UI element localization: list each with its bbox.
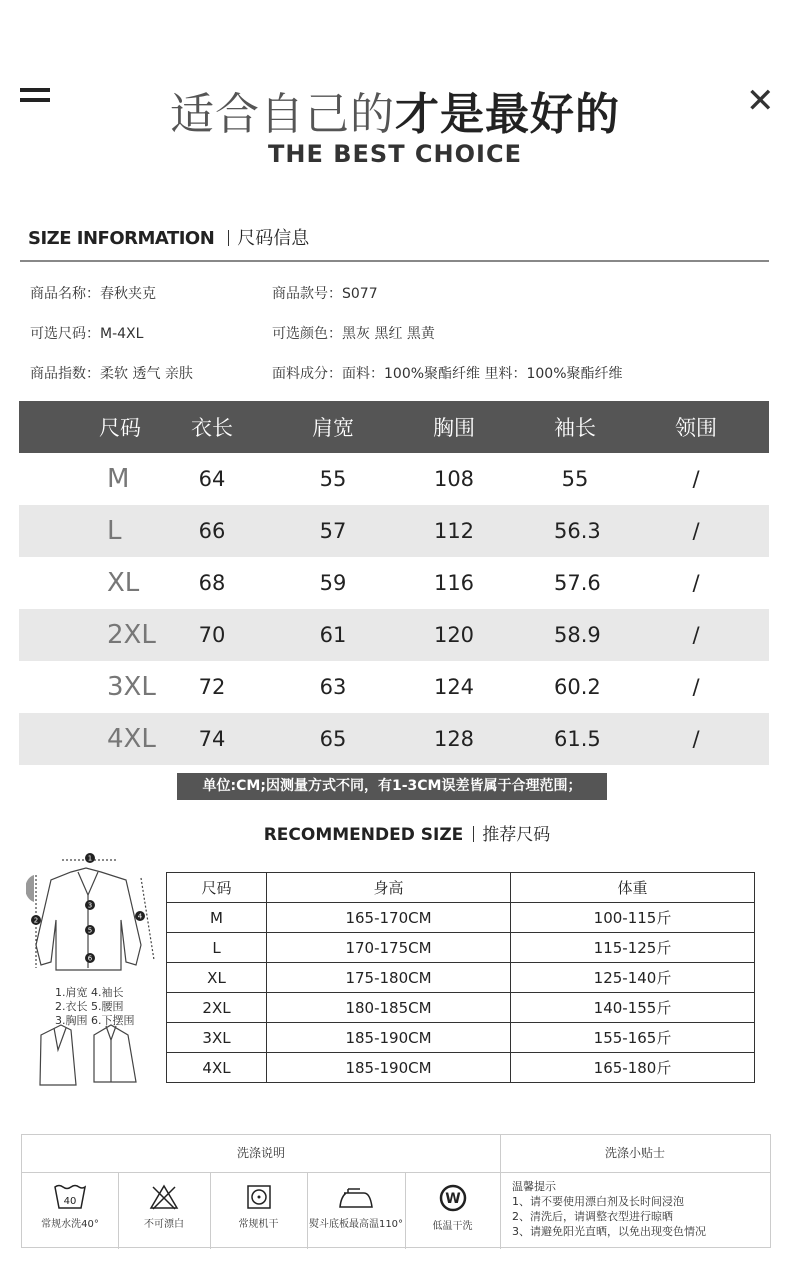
size-row <box>19 505 769 557</box>
recommended-cell: 100-115斤 <box>511 903 755 933</box>
recommended-heading: RECOMMENDED SIZE 推荐尺码 <box>263 825 551 845</box>
no-bleach-icon <box>149 1183 179 1211</box>
recommended-cell: 2XL <box>167 993 267 1023</box>
recommended-table <box>166 872 755 1083</box>
diagram-marker: 5 <box>87 926 93 935</box>
dry-clean-icon <box>438 1183 468 1213</box>
section-divider <box>20 260 769 262</box>
recommended-cell: 185-190CM <box>267 1053 511 1083</box>
recommended-cell: M <box>167 903 267 933</box>
close-icon[interactable]: ✕ <box>746 81 775 121</box>
size-value: 56.3 <box>554 519 601 543</box>
svg-text:W: W <box>444 1191 461 1207</box>
diagram-legend: 2.衣长 5.腰围 <box>55 1000 124 1013</box>
diagram-marker: 3 <box>87 901 93 910</box>
size-value: 112 <box>433 519 475 543</box>
size-value: 116 <box>433 571 475 595</box>
product-code: 商品款号：S077 <box>272 286 378 302</box>
size-value: 72 <box>198 675 226 699</box>
recommended-cell: 175-180CM <box>267 963 511 993</box>
tips-title: 洗涤小贴士 <box>604 1146 665 1160</box>
diagram-marker: 4 <box>137 912 143 921</box>
size-row <box>19 557 769 609</box>
diagram-legend: 3.胸围 6.下摆围 <box>55 1014 135 1027</box>
care-item-no-bleach: 不可漂白 <box>118 1173 210 1249</box>
care-panel <box>21 1134 771 1248</box>
recommended-header-cell: 体重 <box>511 873 755 903</box>
size-value: 61 <box>319 623 347 647</box>
page-subtitle: THE BEST CHOICE <box>268 140 522 168</box>
size-value: 70 <box>198 623 226 647</box>
header-cell: 衣长 <box>191 416 233 440</box>
recommended-cell: 165-170CM <box>267 903 511 933</box>
page-title: 适合自己的才是最好的 <box>170 89 620 140</box>
diagram-marker: 1 <box>87 854 93 863</box>
size-value: 59 <box>319 571 347 595</box>
size-label: 2XL <box>107 620 156 650</box>
size-row <box>19 713 769 765</box>
size-value: 57 <box>319 519 347 543</box>
recommended-cell: 165-180斤 <box>511 1053 755 1083</box>
care-item-tumble-dry: 常规机干 <box>210 1173 307 1249</box>
size-value: 66 <box>198 519 226 543</box>
size-row <box>19 609 769 661</box>
size-value: / <box>692 519 700 543</box>
header-cell: 胸围 <box>433 416 475 440</box>
jacket-diagram-icon <box>26 850 156 1100</box>
recommended-row <box>167 1053 755 1083</box>
size-value: 55 <box>319 467 347 491</box>
recommended-cell: 170-175CM <box>267 933 511 963</box>
product-index: 商品指数：柔软 透气 亲肤 <box>30 366 193 382</box>
size-table <box>19 401 769 765</box>
measurement-diagram <box>26 850 156 1100</box>
size-value: 55 <box>561 467 589 491</box>
measurement-note: 单位:CM;因测量方式不同，有1-3CM误差皆属于合理范围； <box>177 773 607 800</box>
size-value: / <box>692 467 700 491</box>
size-value: / <box>692 571 700 595</box>
diagram-marker: 2 <box>33 916 39 925</box>
tumble-dry-icon <box>245 1183 273 1211</box>
care-tips: 温馨提示 1、请不要使用漂白剂及长时间浸泡 2、清洗后，请调整衣型进行晾晒 3、请避免阳光直晒，以免出现变色情况 <box>512 1180 706 1238</box>
diagram-legend: 1.肩宽 4.袖长 <box>55 986 124 999</box>
product-name: 商品名称：春秋夹克 <box>30 286 156 302</box>
size-value: 63 <box>319 675 347 699</box>
recommended-header-cell: 尺码 <box>167 873 267 903</box>
recommended-row <box>167 903 755 933</box>
recommended-cell: 140-155斤 <box>511 993 755 1023</box>
recommended-cell: 3XL <box>167 1023 267 1053</box>
size-value: 61.5 <box>554 727 601 751</box>
size-value: 64 <box>198 467 226 491</box>
size-row <box>19 453 769 505</box>
product-colors: 可选颜色：黑灰 黑红 黑黄 <box>272 326 435 342</box>
size-label: 3XL <box>107 672 156 702</box>
product-fabric: 面料成分：面料：100%聚酯纤维 里料：100%聚酯纤维 <box>272 366 623 382</box>
recommended-header-row <box>167 873 755 903</box>
size-row <box>19 661 769 713</box>
iron-icon <box>338 1183 374 1211</box>
size-value: 74 <box>198 727 226 751</box>
header-cell: 尺码 <box>99 416 141 440</box>
wash-tub-icon <box>53 1183 87 1211</box>
size-value: 57.6 <box>554 571 601 595</box>
recommended-cell: 4XL <box>167 1053 267 1083</box>
recommended-cell: L <box>167 933 267 963</box>
recommended-cell: 180-185CM <box>267 993 511 1023</box>
header-cell: 袖长 <box>554 416 596 440</box>
recommended-row <box>167 993 755 1023</box>
recommended-cell: 185-190CM <box>267 1023 511 1053</box>
diagram-marker: 6 <box>87 954 93 963</box>
size-value: 58.9 <box>554 623 601 647</box>
size-label: 4XL <box>107 724 156 754</box>
size-value: 124 <box>433 675 475 699</box>
size-label: M <box>107 464 130 494</box>
size-value: 128 <box>433 727 475 751</box>
size-info-heading: SIZE INFORMATION 尺码信息 <box>28 228 310 249</box>
recommended-cell: 125-140斤 <box>511 963 755 993</box>
size-value: / <box>692 675 700 699</box>
size-value: 108 <box>433 467 475 491</box>
size-value: 120 <box>433 623 475 647</box>
recommended-row <box>167 963 755 993</box>
recommended-row <box>167 1023 755 1053</box>
svg-text:40: 40 <box>63 1196 77 1207</box>
recommended-cell: 155-165斤 <box>511 1023 755 1053</box>
care-item-wash: 40 常规水洗40° <box>22 1173 118 1249</box>
care-item-dry-clean: W 低温干洗 <box>405 1173 500 1249</box>
size-value: 65 <box>319 727 347 751</box>
size-label: XL <box>107 568 140 598</box>
wash-title: 洗涤说明 <box>236 1146 285 1160</box>
care-item-iron: 熨斗底板最高温110° <box>307 1173 405 1249</box>
recommended-cell: XL <box>167 963 267 993</box>
header-cell: 领围 <box>675 416 717 440</box>
size-value: / <box>692 623 700 647</box>
size-value: 60.2 <box>554 675 601 699</box>
size-value: 68 <box>198 571 226 595</box>
recommended-header-cell: 身高 <box>267 873 511 903</box>
product-sizes: 可选尺码：M-4XL <box>30 326 144 342</box>
recommended-cell: 115-125斤 <box>511 933 755 963</box>
size-label: L <box>107 516 122 546</box>
size-value: / <box>692 727 700 751</box>
size-table-header <box>19 401 769 453</box>
recommended-row <box>167 933 755 963</box>
header-cell: 肩宽 <box>312 416 354 440</box>
